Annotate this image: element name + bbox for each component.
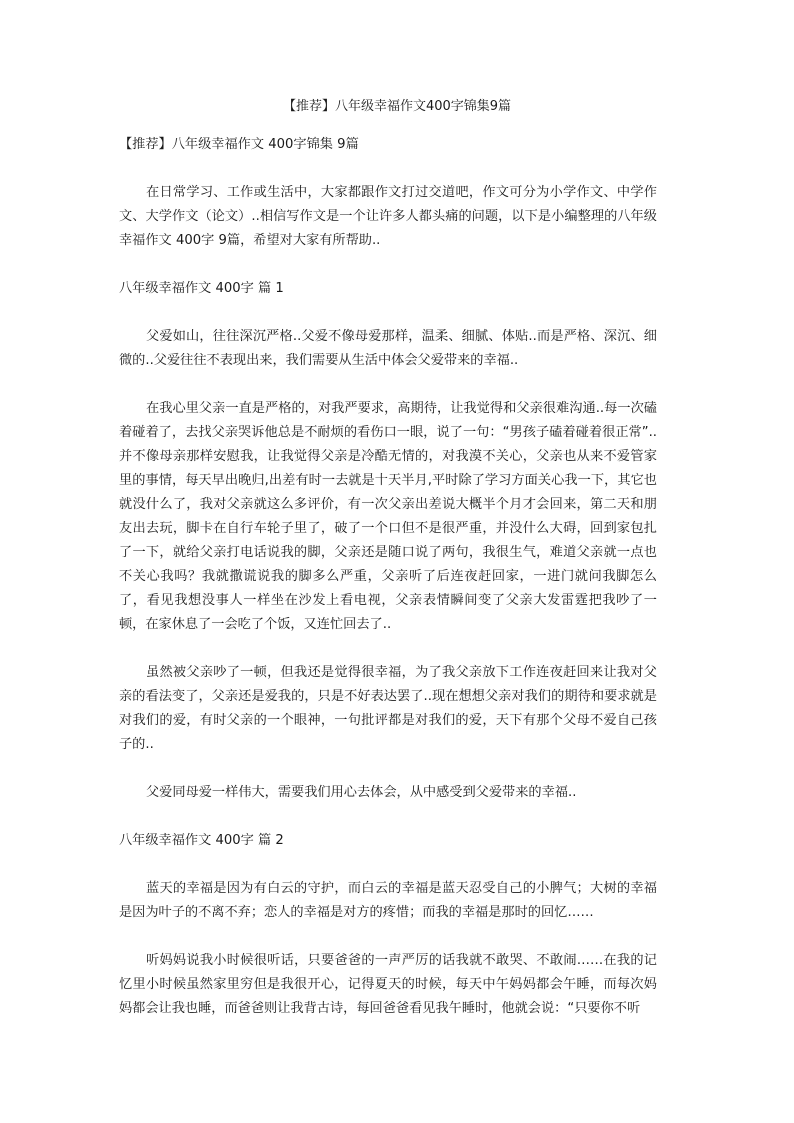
section-2-paragraph-1: 蓝天的幸福是因为有白云的守护，而白云的幸福是蓝天忍受自己的小脾气；大树的幸福是因为叶子的不离不弃；恋人的幸福是对方的疼惜；而我的幸福是那时的回忆……: [119, 881, 657, 920]
section-1-paragraph-4: 父爱同母爱一样伟大，需要我们用心去体会，从中感受到父爱带来的幸福..: [146, 785, 577, 800]
section-2-paragraph-2: 听妈妈说我小时候很听话，只要爸爸的一声严厉的话我就不敢哭、不敢闹……在我的记忆里小时候虽然家里穷但是我很开心，记得夏天的时候，每天中午妈妈都会午睡，而每次妈妈都会让我也睡，而爸爸则让我背古诗，每回爸爸看见我午睡时，他就会说：“只要你不听: [119, 953, 657, 1016]
section-1-paragraph-2: 在我心里父亲一直是严格的，对我严要求，高期待，让我觉得和父亲很难沟通..每一次磕着碰着了，去找父亲哭诉他总是不耐烦的看伤口一眼，说了一句：“男孩子磕着碰着很正常”..并不像母亲那样安慰我，让我觉得父亲是冷酷无情的，对我漠不关心，父亲也从来不爱管家里的事情，每天早出晚归,出差有时一去就是十天半月,平时除了学习方面关心我一下，其它也就没什么了，我对父亲就这么多评价，有一次父亲出差说大概半个月才会回来，第二天和朋友出去玩，脚卡在自行车轮子里了，破了一个口但不是很严重，并没什么大碍，回到家包扎了一下，就给父亲打电话说我的脚，父亲还是随口说了两句，我很生气，难道父亲就一点也不关心我吗？我就撒谎说我的脚多么严重，父亲听了后连夜赶回家，一进门就问我脚怎么了，看见我想没事人一样坐在沙发上看电视，父亲表情瞬间变了父亲大发雷霆把我吵了一顿，在家休息了一会吃了个饭，又连忙回去了..: [119, 401, 657, 632]
section-heading-1: 八年级幸福作文 400字 篇 1: [119, 281, 284, 296]
intro-paragraph: 在日常学习、工作或生活中，大家都跟作文打过交道吧，作文可分为小学作文、中学作文、大学作文（论文）..相信写作文是一个让许多人都头痛的问题，以下是小编整理的八年级幸福作文 400字 9篇，希望对大家有所帮助..: [119, 185, 657, 248]
document-subtitle: 【推荐】八年级幸福作文 400字锦集 9篇: [119, 137, 359, 152]
section-1-paragraph-3: 虽然被父亲吵了一顿，但我还是觉得很幸福，为了我父亲放下工作连夜赶回来让我对父亲的看法变了，父亲还是爱我的，只是不好表达罢了..现在想想父亲对我们的期待和要求就是对我们的爱，有时父亲的一个眼神，一句批评都是对我们的爱，天下有那个父母不爱自己孩子的..: [119, 665, 657, 752]
section-heading-2: 八年级幸福作文 400字 篇 2: [119, 833, 284, 848]
section-1-paragraph-1: 父爱如山，往往深沉严格..父爱不像母爱那样，温柔、细腻、体贴..而是严格、深沉、细微的..父爱往往不表现出来，我们需要从生活中体会父爱带来的幸福..: [119, 329, 657, 368]
document-title: 【推荐】八年级幸福作文400字锦集9篇: [282, 99, 512, 114]
